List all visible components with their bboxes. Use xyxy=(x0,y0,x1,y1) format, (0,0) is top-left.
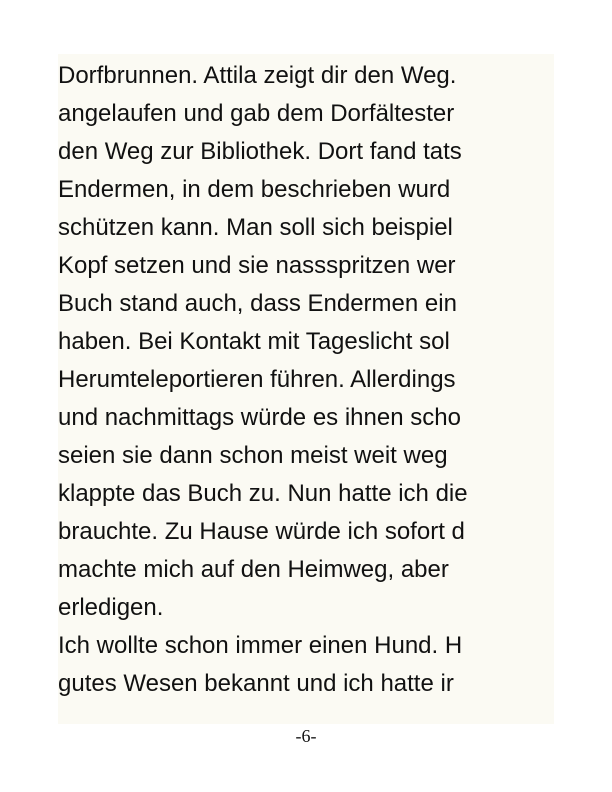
page-number: -6- xyxy=(295,726,317,746)
text-line: haben. Bei Kontakt mit Tageslicht sol xyxy=(58,328,450,355)
text-line: brauchte. Zu Hause würde ich sofort d xyxy=(58,518,465,545)
text-line: und nachmittags würde es ihnen scho xyxy=(58,404,461,431)
text-line: Herumteleportieren führen. Allerdings xyxy=(58,366,456,393)
text-line: Dorfbrunnen. Attila zeigt dir den Weg. xyxy=(58,62,457,89)
text-line: Ich wollte schon immer einen Hund. H xyxy=(58,632,463,659)
text-line: machte mich auf den Heimweg, aber xyxy=(58,556,449,583)
text-line: seien sie dann schon meist weit weg xyxy=(58,442,448,469)
text-line: angelaufen und gab dem Dorfältester xyxy=(58,100,455,127)
text-line: Kopf setzen und sie nassspritzen wer xyxy=(58,252,456,279)
text-line: gutes Wesen bekannt und ich hatte ir xyxy=(58,670,454,697)
text-line: den Weg zur Bibliothek. Dort fand tats xyxy=(58,138,462,165)
body-text xyxy=(58,54,554,724)
text-line: Buch stand auch, dass Endermen ein xyxy=(58,290,457,317)
text-line: klappte das Buch zu. Nun hatte ich die xyxy=(58,480,468,507)
text-line: schützen kann. Man soll sich beispiel xyxy=(58,214,453,241)
text-line: Endermen, in dem beschrieben wurd xyxy=(58,176,451,203)
text-line: erledigen. xyxy=(58,594,164,621)
